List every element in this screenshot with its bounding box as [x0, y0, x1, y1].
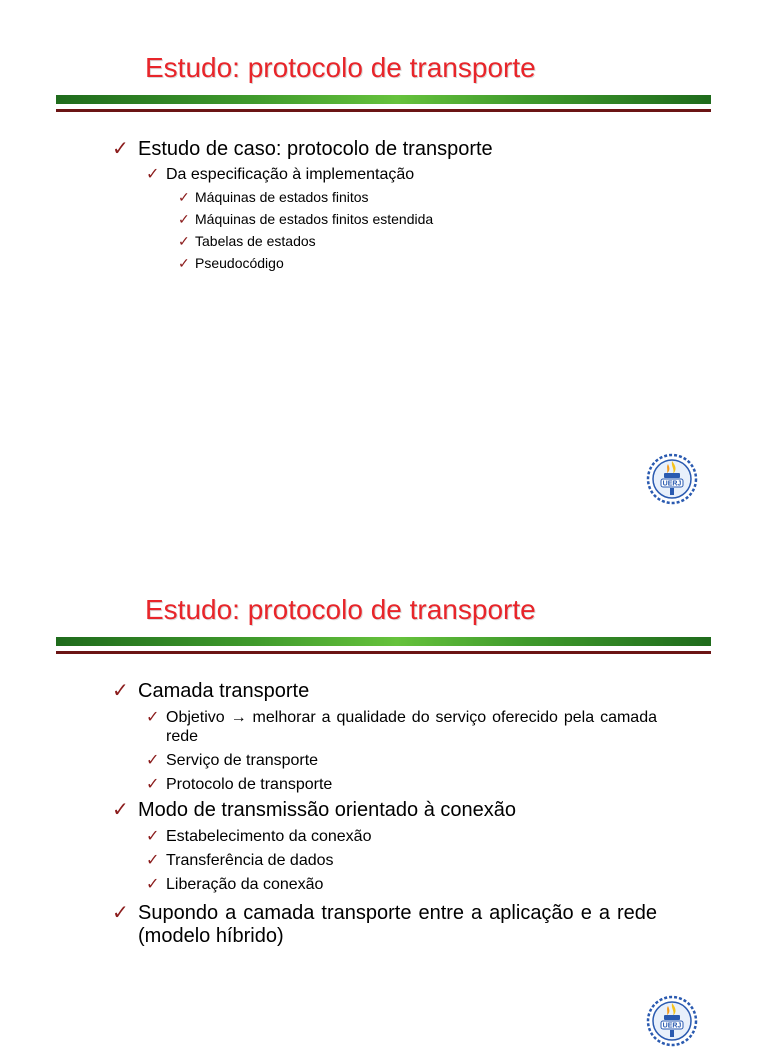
bullet-text: Estabelecimento da conexão: [166, 828, 372, 845]
bullet-item: [146, 165, 657, 184]
bullet-text: Estudo de caso: protocolo de transporte: [138, 138, 493, 160]
title-divider-green: [56, 95, 711, 104]
bullet-item: [146, 775, 657, 794]
uerj-logo-icon: [646, 453, 698, 505]
bullet-text: Tabelas de estados: [195, 233, 316, 249]
slide-title: Estudo: protocolo de transporte: [145, 594, 536, 625]
check-icon: ✓: [112, 799, 129, 821]
check-icon: ✓: [146, 828, 160, 845]
bullet-item: [112, 799, 657, 822]
bullet-text: Máquinas de estados finitos: [195, 189, 369, 205]
bullet-item: [146, 851, 657, 870]
logo-text: UERJ: [662, 1022, 682, 1030]
bullet-text: Máquinas de estados finitos estendida: [195, 211, 434, 227]
check-icon: ✓: [112, 138, 129, 160]
check-icon: ✓: [146, 852, 160, 869]
check-icon: ✓: [178, 211, 190, 227]
bullet-text: Da especificação à implementação: [166, 166, 415, 183]
bullet-item: [178, 233, 658, 250]
bullet-item: [146, 751, 657, 770]
check-icon: ✓: [146, 776, 160, 793]
bullet-text: Liberação da conexão: [166, 876, 324, 893]
bullet-item: [112, 138, 657, 161]
slide-title: Estudo: protocolo de transporte: [145, 52, 536, 83]
bullet-text: Protocolo de transporte: [166, 776, 333, 793]
bullet-text: Camada transporte: [138, 680, 310, 702]
bullet-text: Pseudocódigo: [195, 255, 284, 271]
bullet-item: [146, 708, 657, 746]
title-divider-red: [56, 651, 711, 654]
check-icon: ✓: [146, 752, 160, 769]
bullet-item: [112, 902, 657, 948]
bullet-item: [178, 255, 658, 272]
slide-1: [0, 0, 768, 512]
bullet-item: [112, 680, 657, 703]
check-icon: ✓: [178, 233, 190, 249]
bullet-text: Objetivo → melhorar a qualidade do serviço oferecido pela camada rede: [166, 709, 657, 745]
bullet-item: [178, 211, 658, 228]
uerj-logo-icon: [646, 995, 698, 1047]
logo-text: UERJ: [662, 480, 682, 488]
check-icon: ✓: [178, 255, 190, 271]
check-icon: ✓: [146, 166, 160, 183]
title-divider-red: [56, 109, 711, 112]
title-divider-green: [56, 637, 711, 646]
check-icon: ✓: [112, 902, 129, 924]
bullet-item: [146, 827, 657, 846]
check-icon: ✓: [146, 876, 160, 893]
check-icon: ✓: [112, 680, 129, 702]
bullet-item: [178, 189, 658, 206]
bullet-text: Supondo a camada transporte entre a aplicação e a rede (modelo híbrido): [138, 902, 657, 947]
bullet-item: [146, 875, 657, 894]
bullet-text: Transferência de dados: [166, 852, 334, 869]
check-icon: ✓: [146, 709, 160, 726]
bullet-text: Modo de transmissão orientado à conexão: [138, 799, 517, 821]
check-icon: ✓: [178, 189, 190, 205]
bullet-text: Serviço de transporte: [166, 752, 319, 769]
slide-2: [0, 542, 768, 1054]
